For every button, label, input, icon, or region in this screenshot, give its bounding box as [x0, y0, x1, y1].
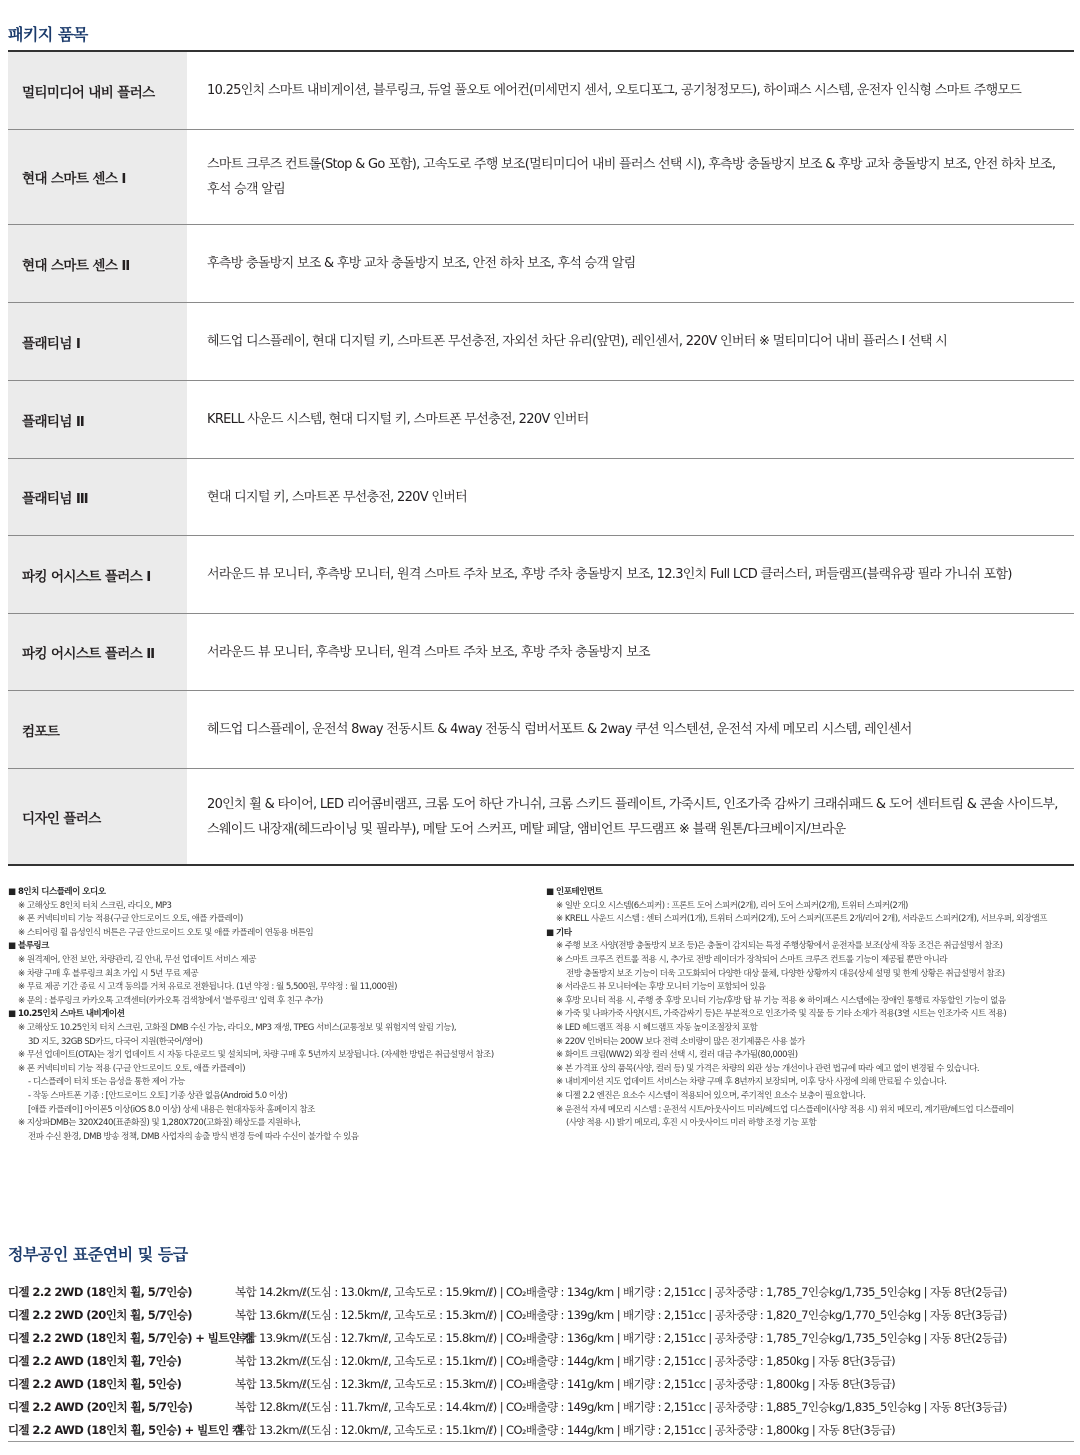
package-name: 디자인 플러스 — [8, 769, 187, 864]
note-heading: ■ 인포테인먼트 — [546, 887, 603, 897]
package-name: 컴포트 — [8, 691, 187, 768]
fuel-spec: 복합 13.2km/ℓ(도심 : 12.0km/ℓ, 고속도로 : 15.1km/ℓ) | CO₂배출량 : 144g/km | 배기량 : 2,151cc | 공차중량 : 1,850kg | 자동 8단(3등급) — [235, 1353, 895, 1368]
note-line: (사양 적용 시) 밝기 메모리, 후진 시 아웃사이드 미러 하향 조정 기능 포함 — [566, 1118, 817, 1129]
note-heading: ■ 블루링크 — [8, 941, 49, 952]
package-name: 파킹 어시스트 플러스 Ⅱ — [8, 614, 187, 690]
fuel-spec: 복합 13.5km/ℓ(도심 : 12.3km/ℓ, 고속도로 : 15.3km/ℓ) | CO₂배출량 : 141g/km | 배기량 : 2,151cc | 공차중량 : 1,800kg | 자동 8단(3등급) — [235, 1376, 895, 1391]
fuel-row — [8, 1418, 1074, 1441]
package-row — [8, 691, 1074, 769]
note-line: ※ 운전석 자세 메모리 시스템 : 운전석 시트/아웃사이드 미러/헤드업 디스플레이(사양 적용 시) 위치 메모리, 계기판/헤드업 디스플레이 — [556, 1104, 1014, 1115]
note-line: ※ 고해상도 10.25인치 터치 스크린, 고화질 DMB 수신 가능, 라디오, MP3 재생, TPEG 서비스(교통정보 및 위험지역 알림 기능), — [18, 1022, 457, 1033]
package-name: 플래티넘 Ⅱ — [8, 381, 187, 458]
note-line: 전파 수신 환경, DMB 방송 정책, DMB 사업자의 송출 방식 변경 등에 따라 수신이 불가할 수 있음 — [28, 1131, 359, 1142]
notes-right-column — [546, 886, 1074, 1131]
note-heading: ■ 10.25인치 스마트 내비게이션 — [8, 1009, 125, 1020]
fuel-row — [8, 1372, 1074, 1395]
package-row — [8, 225, 1074, 303]
package-name: 파킹 어시스트 플러스 Ⅰ — [8, 536, 187, 613]
note-line: ※ 화이트 크림(WW2) 외장 컬러 선택 시, 컬러 대금 추가됨(80,000원) — [556, 1050, 798, 1061]
package-desc: 후측방 충돌방지 보조 & 후방 교차 충돌방지 보조, 안전 하차 보조, 후석 승객 알림 — [207, 256, 636, 271]
package-desc: 20인치 휠 & 타이어, LED 리어콤비램프, 크롬 도어 하단 가니쉬, 크롬 스키드 플레이트, 가죽시트, 인조가죽 감싸기 크래쉬패드 & 도어 센터트림 & 콘솔 사이드부, 스웨이드 내장재(헤드라이닝 및 필라부), 메탈 도어 스커프, 메탈 페달, 앰비언트 무드램프 ※ 블랙 원톤/다크베이지/브라운 — [207, 796, 1058, 837]
package-desc: 서라운드 뷰 모니터, 후측방 모니터, 원격 스마트 주차 보조, 후방 주차 충돌방지 보조, 12.3인치 Full LCD 클러스터, 퍼들램프(블랙유광 필라 가니쉬 포함) — [207, 567, 1012, 582]
fuel-spec: 복합 13.2km/ℓ(도심 : 12.0km/ℓ, 고속도로 : 15.1km/ℓ) | CO₂배출량 : 144g/km | 배기량 : 2,151cc | 공차중량 : 1,800kg | 자동 8단(3등급) — [235, 1422, 895, 1437]
note-line: ※ 폰 커넥티비티 기능 적용 (구글 안드로이드 오토, 애플 카플레이) — [18, 1063, 246, 1074]
note-line: ※ 내비게이션 지도 업데이트 서비스는 차량 구매 후 8년까지 보장되며, 이후 당사 사정에 의해 만료될 수 있습니다. — [556, 1077, 947, 1088]
fuel-section-title: 정부공인 표준연비 및 등급 — [8, 1245, 188, 1264]
note-line: ※ 문의 : 블루링크 카카오톡 고객센터(카카오톡 검색창에서 '블루링크' 입력 후 친구 추가) — [18, 995, 323, 1006]
note-heading: ■ 기타 — [546, 927, 572, 938]
fuel-model: 디젤 2.2 2WD (18인치 휠, 5/7인승) + 빌트인 캠 — [8, 1330, 254, 1345]
package-desc: 헤드업 디스플레이, 운전석 8way 전동시트 & 4way 전동식 럼버서포트 & 2way 쿠션 익스텐션, 운전석 자세 메모리 시스템, 레인센서 — [207, 722, 912, 737]
note-line: ※ 주행 보조 사양(전방 충돌방지 보조 등)은 충돌이 감지되는 특정 주행상황에서 운전자를 보조(상세 작동 조건은 취급설명서 참조) — [556, 941, 1003, 952]
note-line: 3D 지도, 32GB SD카드, 다국어 지원(한국어/영어) — [28, 1036, 203, 1047]
note-line: ※ LED 헤드램프 적용 시 헤드램프 자동 높이조절장치 포함 — [556, 1022, 758, 1033]
package-desc: 10.25인치 스마트 내비게이션, 블루링크, 듀얼 풀오토 에어컨(미세먼지 센서, 오토디포그, 공기청정모드), 하이패스 시스템, 운전자 인식형 스마트 주행모드 — [207, 83, 1022, 98]
note-line: ※ 지상파DMB는 320X240(표준화질) 및 1,280X720(고화질) 해상도를 지원하나, — [18, 1118, 301, 1129]
note-line: ※ KRELL 사운드 시스템 : 센터 스피커(1개), 트위터 스피커(2개), 도어 스피커(프론트 2개/리어 2개), 서라운드 스피커(2개), 서브우퍼, 외장앰프 — [556, 914, 1047, 925]
fuel-spec: 복합 13.6km/ℓ(도심 : 12.5km/ℓ, 고속도로 : 15.3km/ℓ) | CO₂배출량 : 139g/km | 배기량 : 2,151cc | 공차중량 : 1,820_7인승kg/1,770_5인승kg | 자동 8단(3등급) — [235, 1307, 1007, 1322]
package-row — [8, 130, 1074, 225]
package-row — [8, 769, 1074, 864]
package-desc: 스마트 크루즈 컨트롤(Stop & Go 포함), 고속도로 주행 보조(멀티미디어 내비 플러스 선택 시), 후측방 충돌방지 보조 & 후방 교차 충돌방지 보조, 안전 하차 보조, 후석 승객 알림 — [207, 157, 1056, 197]
package-section-title: 패키지 품목 — [8, 25, 88, 44]
package-name: 멀티미디어 내비 플러스 — [8, 52, 187, 129]
note-line: ※ 스티어링 휠 음성인식 버튼은 구글 안드로이드 오토 및 애플 카플레이 연동용 버튼임 — [18, 927, 314, 938]
fuel-spec: 복합 13.9km/ℓ(도심 : 12.7km/ℓ, 고속도로 : 15.8km/ℓ) | CO₂배출량 : 136g/km | 배기량 : 2,151cc | 공차중량 : 1,785_7인승kg/1,735_5인승kg | 자동 8단(2등급) — [235, 1330, 1007, 1345]
note-line: - 디스플레이 터치 또는 음성을 통한 제어 가능 — [28, 1077, 185, 1088]
note-line: 전방 충돌방지 보조 기능이 더욱 고도화되어 다양한 대상 물체, 다양한 상황까지 대응(상세 설명 및 한계 상황은 취급설명서 참조) — [566, 968, 1005, 979]
package-name: 현대 스마트 센스 Ⅱ — [8, 225, 187, 302]
note-line: ※ 고해상도 8인치 터치 스크린, 라디오, MP3 — [18, 900, 172, 911]
fuel-model: 디젤 2.2 AWD (20인치 휠, 5/7인승) — [8, 1399, 193, 1414]
note-line: ※ 본 가격표 상의 품목(사양, 컬러 등) 및 가격은 차량의 외관 성능 개선이나 관련 법규에 따라 예고 없이 변경될 수 있습니다. — [556, 1063, 980, 1074]
fuel-row — [8, 1395, 1074, 1418]
note-line: - 작동 스마트폰 기종 : [안드로이드 오토] 기종 상관 없음(Android 5.0 이상) — [28, 1090, 288, 1101]
package-row — [8, 303, 1074, 381]
fuel-row — [8, 1303, 1074, 1326]
fuel-efficiency-table — [8, 1280, 1074, 1442]
fuel-model: 디젤 2.2 2WD (18인치 휠, 5/7인승) — [8, 1284, 192, 1299]
note-line: ※ 폰 커넥티비티 기능 적용(구글 안드로이드 오토, 애플 카플레이) — [18, 914, 243, 925]
package-table — [8, 50, 1074, 866]
package-name: 현대 스마트 센스 Ⅰ — [8, 130, 187, 224]
note-line: ※ 무선 업데이트(OTA)는 정기 업데이트 시 자동 다운로드 및 설치되며, 차량 구매 후 5년까지 보장됩니다. (자세한 방법은 취급설명서 참조) — [18, 1050, 494, 1061]
package-row — [8, 459, 1074, 536]
package-row — [8, 52, 1074, 130]
fuel-model: 디젤 2.2 AWD (18인치 휠, 5인승) — [8, 1376, 182, 1391]
fuel-spec: 복합 12.8km/ℓ(도심 : 11.7km/ℓ, 고속도로 : 14.4km/ℓ) | CO₂배출량 : 149g/km | 배기량 : 2,151cc | 공차중량 : 1,885_7인승kg/1,835_5인승kg | 자동 8단(3등급) — [235, 1399, 1007, 1414]
package-row — [8, 381, 1074, 459]
package-name: 플래티넘 Ⅲ — [8, 459, 187, 535]
note-line: ※ 차량 구매 후 블루링크 최초 가입 시 5년 무료 제공 — [18, 968, 199, 979]
fuel-spec: 복합 14.2km/ℓ(도심 : 13.0km/ℓ, 고속도로 : 15.9km/ℓ) | CO₂배출량 : 134g/km | 배기량 : 2,151cc | 공차중량 : 1,785_7인승kg/1,735_5인승kg | 자동 8단(2등급) — [235, 1284, 1007, 1299]
notes-left-column — [8, 886, 528, 1144]
fuel-model: 디젤 2.2 2WD (20인치 휠, 5/7인승) — [8, 1307, 192, 1322]
package-row — [8, 536, 1074, 614]
package-name: 플래티넘 Ⅰ — [8, 303, 187, 380]
fuel-row — [8, 1349, 1074, 1372]
package-desc: 현대 디지털 키, 스마트폰 무선충전, 220V 인버터 — [207, 489, 467, 505]
package-desc: KRELL 사운드 시스템, 현대 디지털 키, 스마트폰 무선충전, 220V 인버터 — [207, 412, 589, 427]
note-line: ※ 220V 인버터는 200W 보다 전력 소비량이 많은 전기제품은 사용 불가 — [556, 1036, 805, 1047]
fuel-model: 디젤 2.2 AWD (18인치 휠, 5인승) + 빌트인 캠 — [8, 1422, 243, 1437]
note-line: ※ 가죽 및 나파가죽 사양(시트, 가죽감싸기 등)은 부분적으로 인조가죽 및 직물 등 기타 소재가 적용(3열 시트는 인조가죽 시트 적용) — [556, 1009, 1007, 1020]
note-line: ※ 서라운드 뷰 모니터에는 후방 모니터 기능이 포함되어 있음 — [556, 982, 766, 993]
package-row — [8, 614, 1074, 691]
note-line: ※ 디젤 2.2 엔진은 요소수 시스템이 적용되어 있으며, 주기적인 요소수 보충이 필요합니다. — [556, 1090, 866, 1101]
note-line: ※ 스마트 크루즈 컨트롤 적용 시, 추가로 전방 레이더가 장착되어 스마트 크루즈 컨트롤 기능이 제공될 뿐만 아니라 — [556, 954, 948, 965]
note-line: [애플 카플레이] 아이폰5 이상(iOS 8.0 이상) 상세 내용은 현대자동차 홈페이지 참조 — [28, 1104, 315, 1115]
fuel-row — [8, 1280, 1074, 1303]
package-desc: 헤드업 디스플레이, 현대 디지털 키, 스마트폰 무선충전, 자외선 차단 유리(앞면), 레인센서, 220V 인버터 ※ 멀티미디어 내비 플러스 Ⅰ 선택 시 — [207, 334, 948, 349]
note-line: ※ 일반 오디오 시스템(6스피커) : 프론트 도어 스피커(2개), 리어 도어 스피커(2개), 트위터 스피커(2개) — [556, 900, 908, 911]
fuel-model: 디젤 2.2 AWD (18인치 휠, 7인승) — [8, 1353, 182, 1368]
note-line: ※ 원격제어, 안전 보안, 차량관리, 길 안내, 무선 업데이트 서비스 제공 — [18, 954, 256, 965]
note-heading: ■ 8인치 디스플레이 오디오 — [8, 887, 106, 897]
note-line: ※ 후방 모니터 적용 시, 주행 중 후방 모니터 기능/후방 탑 뷰 기능 적용 ※ 하이패스 시스템에는 장애인 통행료 자동할인 기능이 없음 — [556, 995, 1006, 1006]
fuel-row — [8, 1326, 1074, 1349]
note-line: ※ 무료 제공 기간 종료 시 고객 동의를 거쳐 유료로 전환됩니다. (1년 약정 : 월 5,500원, 무약정 : 월 11,000원) — [18, 982, 397, 993]
package-desc: 서라운드 뷰 모니터, 후측방 모니터, 원격 스마트 주차 보조, 후방 주차 충돌방지 보조 — [207, 644, 650, 660]
